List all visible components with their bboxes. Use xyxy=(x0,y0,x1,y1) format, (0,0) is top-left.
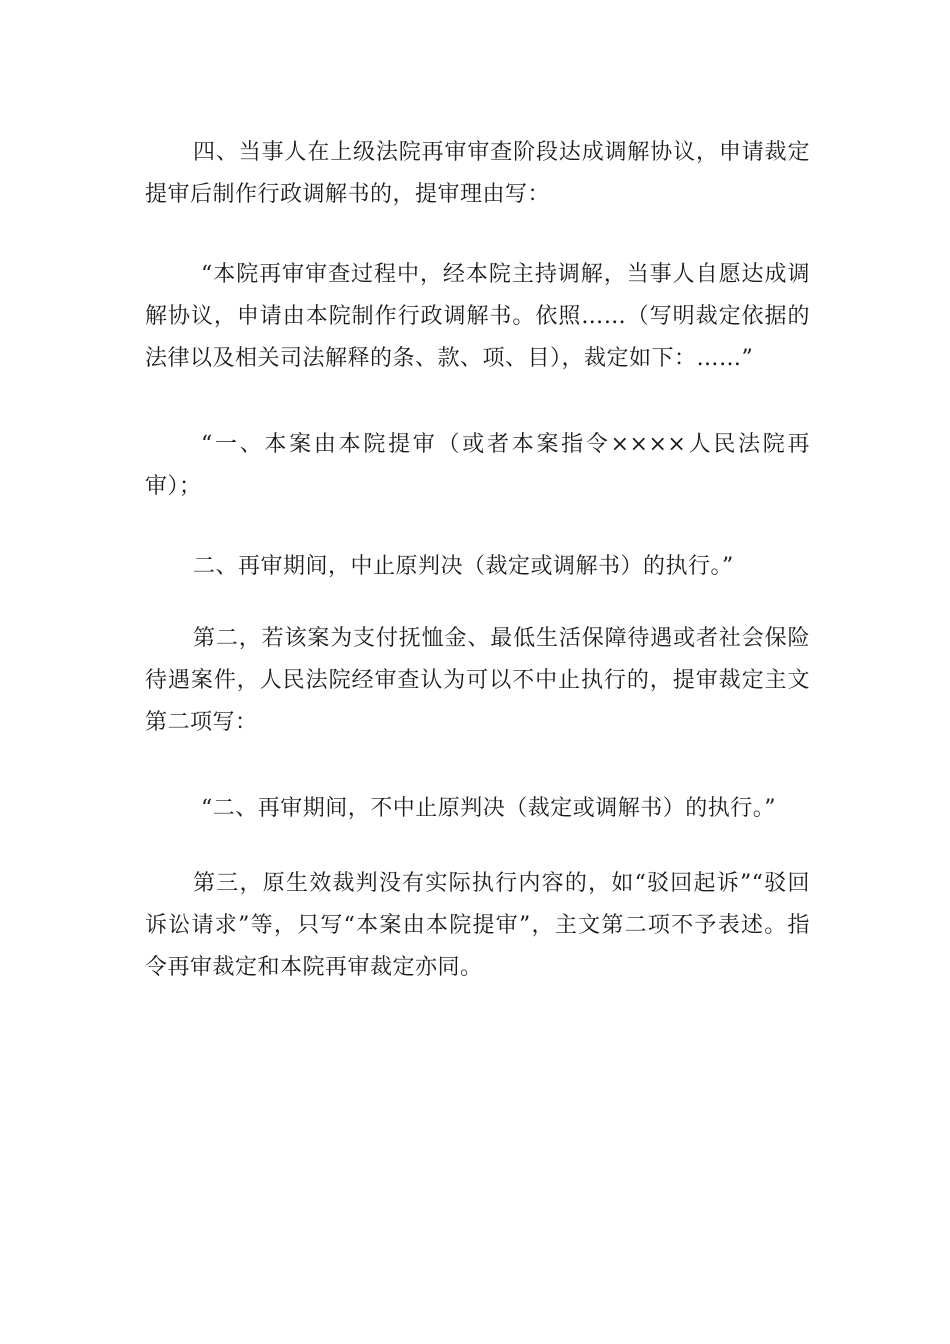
paragraph-ruling-item-one: “一、本案由本院提审（或者本案指令××××人民法院再审）； xyxy=(145,432,810,499)
paragraph-third-rule: 第三，原生效裁判没有实际执行内容的，如“驳回起诉”“驳回诉讼请求”等，只写“本案由本院提审”，主文第二项不予表述。指令再审裁定和本院再审裁定亦同。 xyxy=(145,871,810,980)
paragraph-second-rule: 第二，若该案为支付抚恤金、最低生活保障待遇或者社会保险待遇案件，人民法院经审查认为可以不中止执行的，提审裁定主文第二项写： xyxy=(145,626,810,735)
paragraph-mediation-quote: “本院再审审查过程中，经本院主持调解，当事人自愿达成调解协议，申请由本院制作行政调解书。依照……（写明裁定依据的法律以及相关司法解释的条、款、项、目），裁定如下：……” xyxy=(145,262,810,371)
paragraph-mediation-rule: 四、当事人在上级法院再审审查阶段达成调解协议，申请裁定提审后制作行政调解书的，提审理由写： xyxy=(145,140,810,207)
paragraph-second-rule-quote: “二、再审期间，不中止原判决（裁定或调解书）的执行。” xyxy=(201,796,776,821)
paragraph-ruling-item-two: 二、再审期间，中止原判决（裁定或调解书）的执行。” xyxy=(193,554,734,579)
